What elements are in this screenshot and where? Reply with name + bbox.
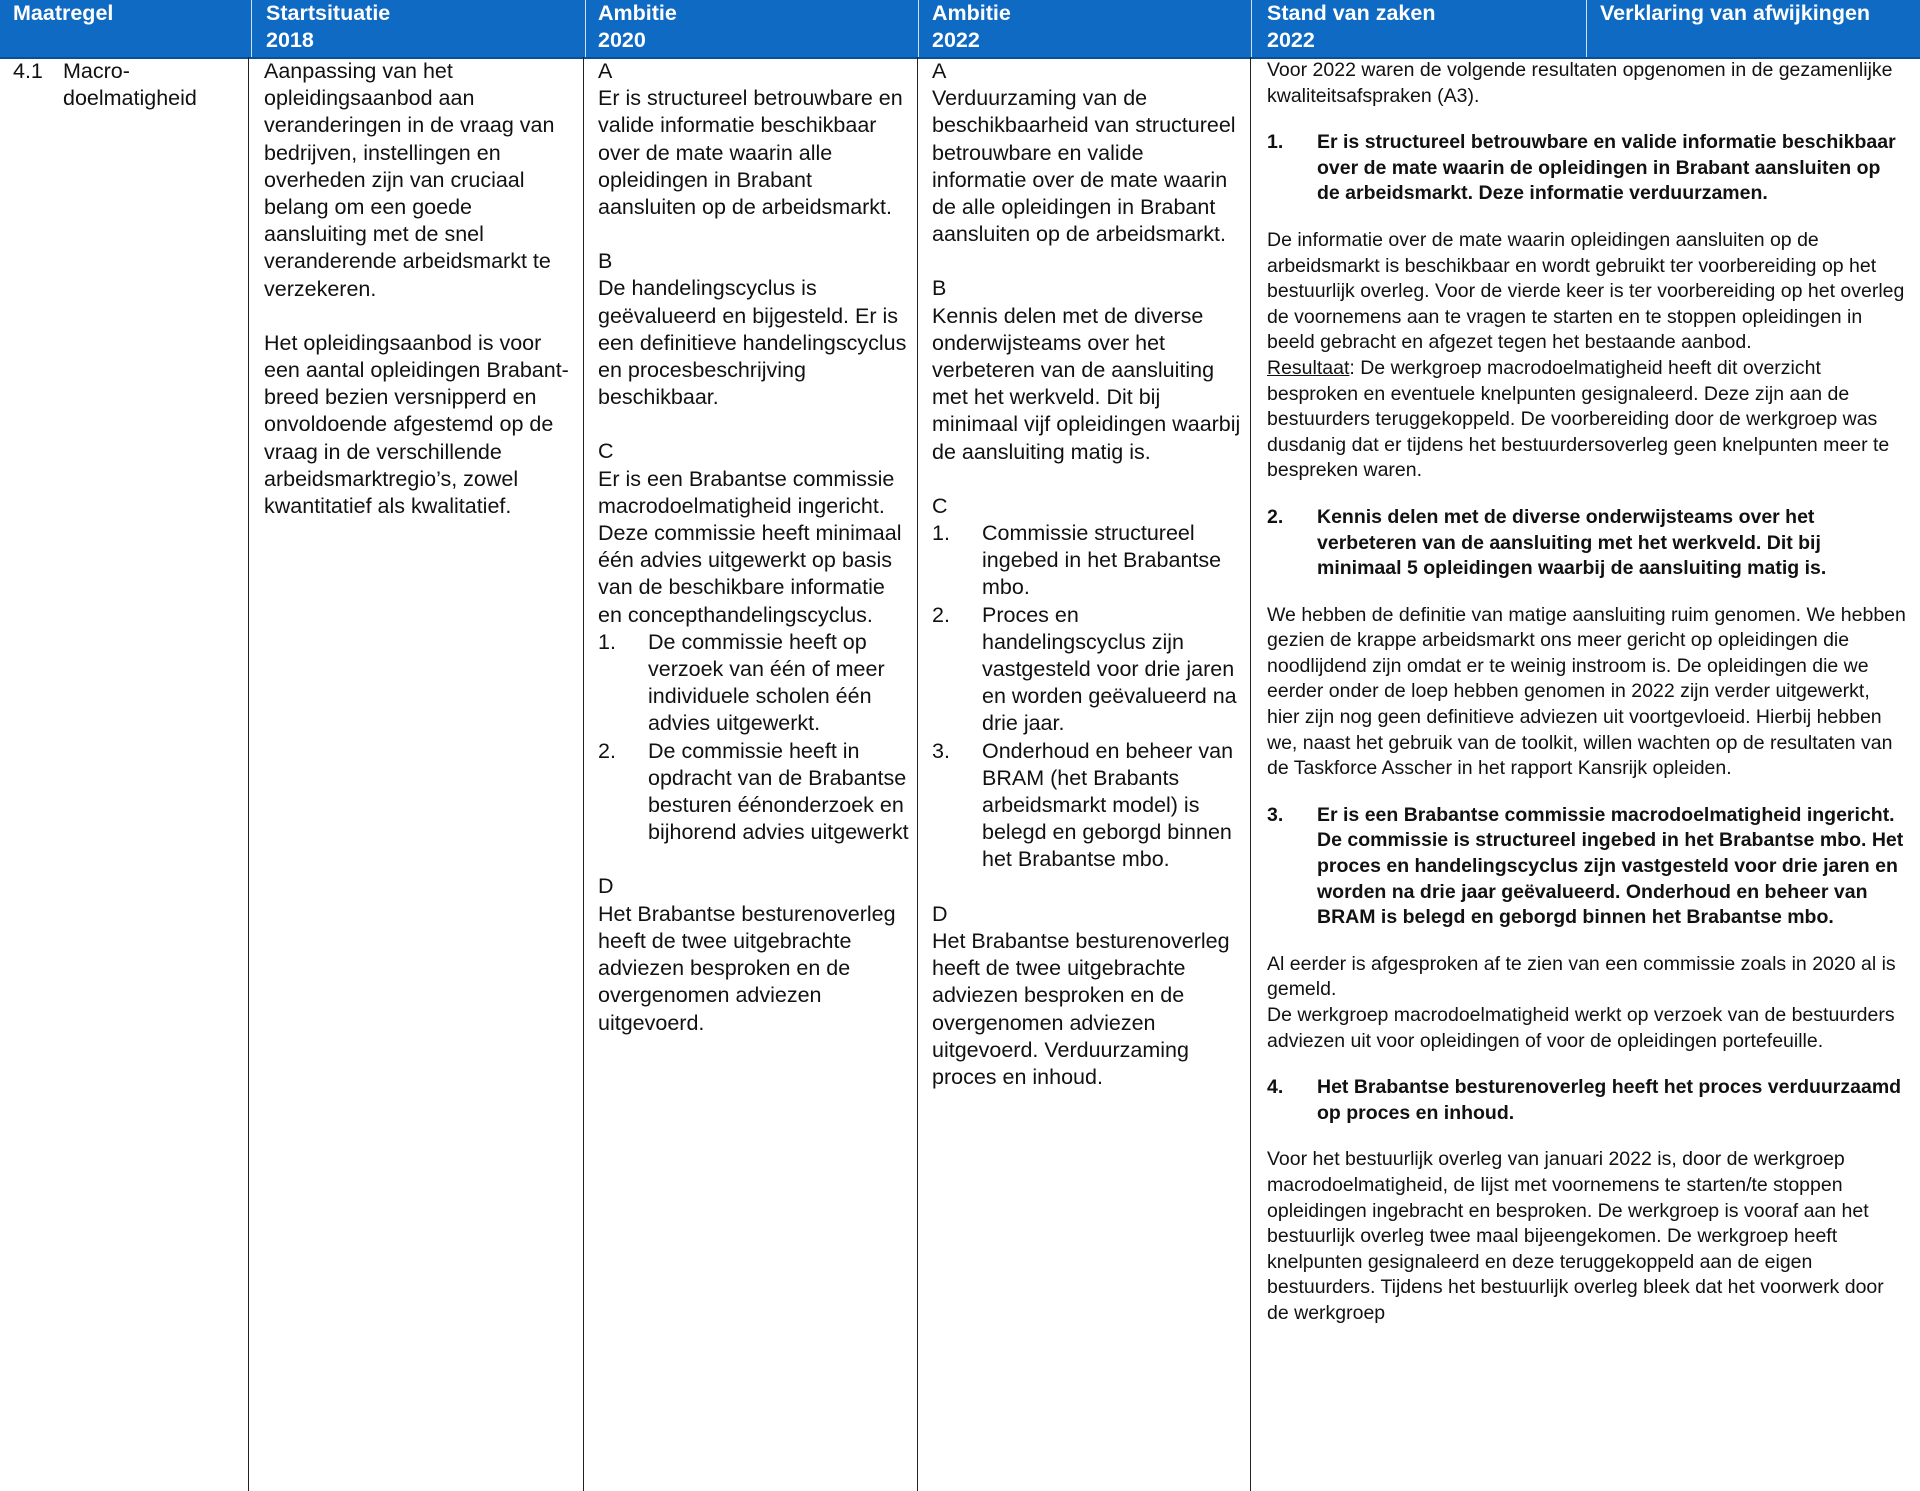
ambitie-2020-c-text: Er is een Brabantse commissie macrodoelmatigheid ingericht. Deze commissie heeft minimaal één advies uitgewerkt op basis van de beschikbare informatie en concepthandelingscyclus. <box>598 466 902 627</box>
list-item <box>932 520 1242 602</box>
header-stand-year: 2022 <box>1267 28 1315 52</box>
section-number: 4. <box>1267 1076 1284 1099</box>
header-divider <box>585 0 586 57</box>
column-divider <box>248 57 249 1491</box>
section-number: 3. <box>1267 803 1284 826</box>
header-stand-van-zaken <box>1257 0 1582 57</box>
table-header <box>0 0 1920 59</box>
header-ambitie-2020-label: Ambitie <box>598 1 677 25</box>
stand-section-2-heading <box>1267 505 1907 582</box>
header-ambitie-2020-year: 2020 <box>598 28 646 52</box>
maatregel-name-line1: Macro- <box>63 59 130 83</box>
maatregel-entry <box>13 58 245 112</box>
header-ambitie-2022 <box>922 0 1247 57</box>
header-verklaring <box>1590 0 1920 57</box>
ambitie-2020-b-text: De handelingscyclus is geëvalueerd en bijgesteld. Er is een definitieve handelingscyclus en procesbeschrijving beschikbaar. <box>598 276 907 410</box>
maatregel-number: 4.1 <box>13 59 43 83</box>
header-ambitie-2022-year: 2022 <box>932 28 980 52</box>
maatregel-name-line2: doelmatigheid <box>63 86 197 111</box>
section-number: 1. <box>1267 131 1284 154</box>
column-divider <box>917 57 918 1491</box>
ambitie-2022-d-text: Het Brabantse besturenoverleg heeft de twee uitgebrachte adviezen besproken en de overgenomen adviezen uitgevoerd. Verduurzaming proces en inhoud. <box>932 928 1230 1089</box>
stand-section-1-result <box>1267 356 1907 484</box>
cell-stand-van-zaken <box>1267 58 1907 1327</box>
stand-section-3-text: De werkgroep macrodoelmatigheid werkt op verzoek van de bestuurders adviezen uit voor opleidingen of voor de opleidingen portefeuille. <box>1267 1004 1895 1052</box>
cell-maatregel <box>13 58 245 112</box>
ambitie-2022-b-label: B <box>932 276 947 301</box>
section-title: Kennis delen met de diverse onderwijsteams over het verbeteren van de aansluiting met het werkveld. Dit bij minimaal 5 opleidingen waarbij de aansluiting matig is. <box>1317 505 1827 580</box>
ambitie-2022-c-label: C <box>932 493 948 518</box>
ambitie-2020-a-label: A <box>598 59 613 83</box>
ambitie-2020-d-label: D <box>598 874 614 899</box>
header-startsituatie-year: 2018 <box>266 28 314 52</box>
result-text: : De werkgroep macrodoelmatigheid heeft dit overzicht besproken en eventuele knelpunten gesignaleerd. Deze zijn aan de bestuurders teruggekoppeld. De voorbereiding door de werkgroep was dusdanig dat er tijdens het bestuurdersoverleg geen knelpunten meer te bespreken waren. <box>1267 356 1890 482</box>
header-divider <box>1251 0 1252 57</box>
column-divider <box>1250 57 1251 1491</box>
result-label: Resultaat <box>1267 356 1350 379</box>
list-item <box>598 629 910 738</box>
section-number: 2. <box>1267 505 1284 528</box>
list-item-number: 1. <box>598 629 616 654</box>
list-item <box>932 738 1242 874</box>
list-item-text: Onderhoud en beheer van BRAM (het Brabants arbeidsmarkt model) is belegd en geborgd binnen het Brabantse mbo. <box>982 738 1234 872</box>
ambitie-2022-d-label: D <box>932 901 948 926</box>
header-maatregel-label: Maatregel <box>13 1 114 25</box>
stand-section-1-text: De informatie over de mate waarin opleidingen aansluiten op de arbeidsmarkt is beschikbaar en wordt gebruikt ter voorbereiding op het bestuurlijk overleg. Voor de vierde keer is ter voorbereiding op het overleg de voornemens aan te vragen te starten en te stoppen opleidingen in beeld gebracht en afgezet tegen het bestaande aanbod. <box>1267 228 1905 354</box>
header-startsituatie <box>256 0 581 57</box>
header-divider <box>251 0 252 57</box>
stand-section-3-text: Al eerder is afgesproken af te zien van een commissie zoals in 2020 al is gemeld. <box>1267 952 1896 1001</box>
header-divider <box>1586 0 1587 57</box>
list-item-number: 2. <box>598 738 616 763</box>
header-verklaring-label: Verklaring van afwijkingen <box>1600 1 1871 25</box>
ambitie-2020-c-label: C <box>598 439 614 464</box>
ambitie-2020-a-text: Er is structureel betrouwbare en valide informatie beschikbaar over de mate waarin alle opleidingen in Brabant aansluiten op de arbeidsmarkt. <box>598 86 903 220</box>
cell-startsituatie <box>264 58 574 520</box>
header-startsituatie-label: Startsituatie <box>266 1 391 25</box>
cell-ambitie-2022 <box>932 58 1242 1091</box>
list-item <box>932 602 1242 738</box>
ambitie-2020-d-text: Het Brabantse besturenoverleg heeft de twee uitgebrachte adviezen besproken en de overgenomen adviezen uitgevoerd. <box>598 901 896 1035</box>
list-item-text: De commissie heeft op verzoek van één of meer individuele scholen één advies uitgewerkt. <box>648 629 885 736</box>
ambitie-2020-c-list <box>598 629 910 847</box>
maatregel-name <box>63 58 197 112</box>
list-item-text: De commissie heeft in opdracht van de Brabantse besturen éénonderzoek en bijhorend advies uitgewerkt <box>648 738 909 845</box>
ambitie-2020-b-label: B <box>598 249 613 274</box>
ambitie-2022-a-label: A <box>932 59 947 83</box>
section-title: Er is structureel betrouwbare en valide informatie beschikbaar over de mate waarin de opleidingen in Brabant aansluiten op de arbeidsmarkt. Deze informatie verduurzamen. <box>1317 131 1896 205</box>
stand-section-1-heading <box>1267 130 1907 207</box>
stand-section-3-heading <box>1267 803 1907 931</box>
header-ambitie-2022-label: Ambitie <box>932 1 1011 25</box>
list-item-number: 3. <box>932 738 950 763</box>
header-stand-label: Stand van zaken <box>1267 1 1436 25</box>
list-item <box>598 738 910 847</box>
stand-section-4-heading <box>1267 1075 1907 1126</box>
list-item-text: Commissie structureel ingebed in het Brabantse mbo. <box>982 521 1222 600</box>
stand-intro: Voor 2022 waren de volgende resultaten opgenomen in de gezamenlijke kwaliteitsafspraken (A3). <box>1267 59 1893 107</box>
header-divider <box>918 0 919 57</box>
ambitie-2022-b-text: Kennis delen met de diverse onderwijsteams over het verbeteren van de aansluiting met het werkveld. Dit bij minimaal vijf opleidingen waarbij de aansluiting matig is. <box>932 303 1241 464</box>
section-title: Er is een Brabantse commissie macrodoelmatigheid ingericht. De commissie is structureel ingebed in het Brabantse mbo. Het proces en handelingscyclus zijn vastgesteld voor drie jaren en worden na drie jaar geëvalueerd. Onderhoud en beheer van BRAM is belegd en geborgd binnen het Brabantse mbo. <box>1317 803 1904 929</box>
ambitie-2022-a-text: Verduurzaming van de beschikbaarheid van structureel betrouwbare en valide informatie over de mate waarin de alle opleidingen in Brabant aansluiten op de arbeidsmarkt. <box>932 86 1236 247</box>
list-item-text: Proces en handelingscyclus zijn vastgesteld voor drie jaren en worden geëvalueerd na drie jaar. <box>982 602 1237 736</box>
startsituatie-paragraph: Aanpassing van het opleidingsaanbod aan veranderingen in de vraag van bedrijven, instellingen en overheden zijn van cruciaal belang om een goede aansluiting met de snel veranderende arbeidsmarkt te verzekeren. <box>264 59 555 301</box>
list-item-number: 2. <box>932 602 950 627</box>
startsituatie-paragraph: Het opleidingsaanbod is voor een aantal opleidingen Brabant-breed bezien versnipperd en onvoldoende afgestemd op de vraag in de verschillende arbeidsmarktregio’s, zowel kwantitatief als kwalitatief. <box>264 330 569 519</box>
column-divider <box>583 57 584 1491</box>
section-title: Het Brabantse besturenoverleg heeft het proces verduurzaamd op proces en inhoud. <box>1317 1076 1902 1124</box>
header-maatregel <box>3 0 248 57</box>
stand-section-4-text: Voor het bestuurlijk overleg van januari 2022 is, door de werkgroep macrodoelmatigheid, de lijst met voornemens te starten/te stoppen opleidingen ingebracht en besproken. De werkgroep is vooraf aan het bestuurlijk overleg twee maal bijeengekomen. De werkgroep heeft knelpunten gesignaleerd en deze teruggekoppeld aan de eigen bestuurders. Tijdens het bestuurlijk overleg bleek dat het voorwerk door de werkgroep <box>1267 1148 1884 1324</box>
header-ambitie-2020 <box>588 0 913 57</box>
ambitie-2022-c-list <box>932 520 1242 874</box>
list-item-number: 1. <box>932 521 950 546</box>
cell-ambitie-2020 <box>598 58 910 1037</box>
stand-section-2-text: We hebben de definitie van matige aansluiting ruim genomen. We hebben gezien de krappe arbeidsmarkt ons meer gericht op opleidingen die noodlijdend zijn omdat er te weinig instroom is. De opleidingen die we eerder onder de loep hebben genomen in 2022 zijn verder uitgewerkt, hier zijn nog geen definitieve adviezen uit voortgevloeid. Hierbij hebben we, naast het gebruik van de toolkit, willen wachten op de resultaten van de Taskforce Asscher in het rapport Kansrijk opleiden. <box>1267 603 1906 780</box>
